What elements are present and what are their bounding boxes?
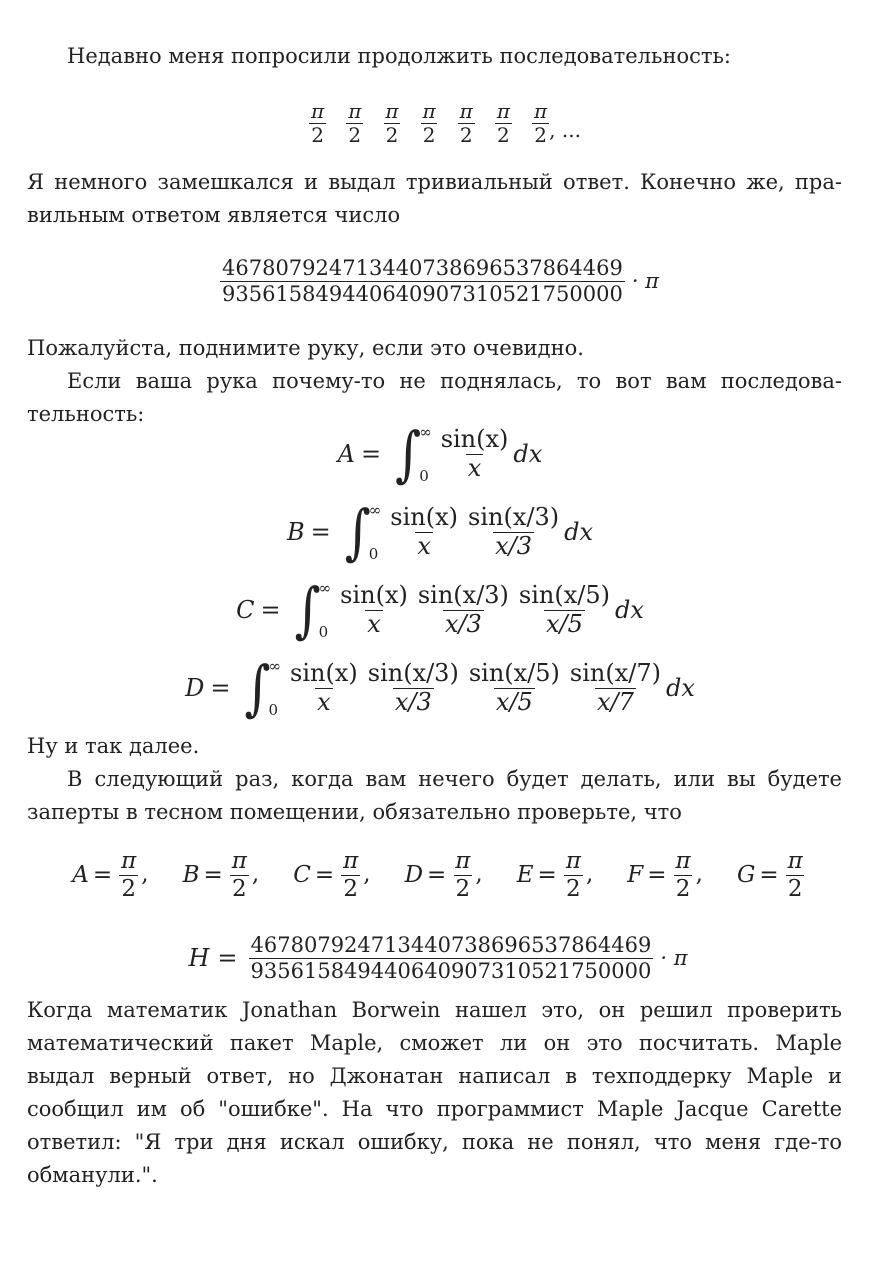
big-fraction-pi: · π (631, 269, 659, 293)
paragraph-sequence-line2: тельность: (27, 402, 145, 426)
sequence-term: $\frac{\pi}{2}$ (311, 98, 325, 147)
integral-a: A = ∫ ∞ 0 $\frac{\sin(x)}{x}$ dx (337, 419, 543, 489)
integral-sign: ∫ ∞ 0 (395, 419, 432, 489)
paragraph-borwein-line5: ответил: "Я три дня искал ошибку, пока не понял, что меня где-то (27, 1130, 842, 1154)
integral-sign: ∫ ∞ 0 (244, 653, 282, 723)
sequence-term: $\frac{\pi}{2}$ (533, 98, 548, 147)
paragraph-sequence-line1: Если ваша рука почему-то не поднялась, то вот вам последова- (67, 369, 842, 393)
paragraph-borwein-line3: выдал верный ответ, но Джонатан написал в техподдерку Maple и (27, 1064, 842, 1088)
paragraph-answer-line1: Я немного замешкался и выдал тривиальный ответ. Конечно же, пра- (27, 170, 842, 194)
big-fraction-denominator: 935615849440640907310521750000 (222, 281, 623, 306)
paragraph-next-time-line2: заперты в тесном помещении, обязательно проверьте, что (27, 800, 682, 824)
big-fraction (220, 257, 625, 304)
sequence-term: $\frac{\pi}{2}$ (385, 98, 399, 147)
paragraph-intro: Недавно меня попросили продолжить последовательность: (67, 44, 731, 68)
paragraph-answer-line2: вильным ответом является число (27, 203, 401, 227)
paragraph-raise-hand: Пожалуйста, поднимите руку, если это очевидно. (27, 336, 584, 360)
sequence-term: $\frac{\pi}{2}$ (422, 98, 436, 147)
h-result-row: H = $\frac{467807924713440738696537864469}{935615849440640907310521750000}$ · π (188, 933, 688, 983)
paragraph-next-time-line1: В следующий раз, когда вам нечего будет делать, или вы будете (67, 767, 842, 791)
sequence-ellipsis: , ... (549, 118, 581, 142)
results-row: A = $\frac{\pi}{2}$ , B = $\frac{\pi}{2}$ , C = $\frac{\pi}{2}$ , D = $\frac{\pi}{2}$ , E = $\frac{\pi}{2}$ , F = $\frac{\pi}{2}$ , G = $\frac{\pi}{2}$ (72, 848, 803, 902)
paragraph-borwein-line2: математический пакет Maple, сможет ли он это посчитать. Maple (27, 1031, 842, 1055)
sequence-term: $\frac{\pi}{2}$ (348, 98, 362, 147)
paragraph-borwein-line1: Когда математик Jonathan Borwein нашел это, он решил проверить (27, 998, 842, 1022)
sequence-term: $\frac{\pi}{2}$ (496, 98, 510, 147)
paragraph-borwein-line4: сообщил им об "ошибке". На что программист Maple Jacque Carette (27, 1097, 842, 1121)
paragraph-and-so-on: Ну и так далее. (27, 734, 200, 758)
sequence-term: $\frac{\pi}{2}$ (459, 98, 473, 147)
integral-sign: ∫ ∞ 0 (344, 497, 382, 567)
big-fraction-numerator: 467807924713440738696537864469 (222, 256, 623, 281)
integral-d: D = ∫ ∞ 0 $\frac{\sin(x)}{x}$ $\frac{\sin(x/3)}{x/3}$ $\frac{\sin(x/5)}{x/5}$ $\frac{\sin(x/7)}{x/7}$ dx (185, 653, 695, 723)
paragraph-borwein-line6: обманули.". (27, 1163, 158, 1187)
big-fraction-row (0, 246, 880, 316)
sequence-row (0, 92, 880, 154)
integral-sign: ∫ ∞ 0 (294, 575, 332, 645)
integral-c: C = ∫ ∞ 0 $\frac{\sin(x)}{x}$ $\frac{\sin(x/3)}{x/3}$ $\frac{\sin(x/5)}{x/5}$ dx (236, 575, 644, 645)
integral-b: B = ∫ ∞ 0 $\frac{\sin(x)}{x}$ $\frac{\sin(x/3)}{x/3}$ dx (286, 497, 593, 567)
